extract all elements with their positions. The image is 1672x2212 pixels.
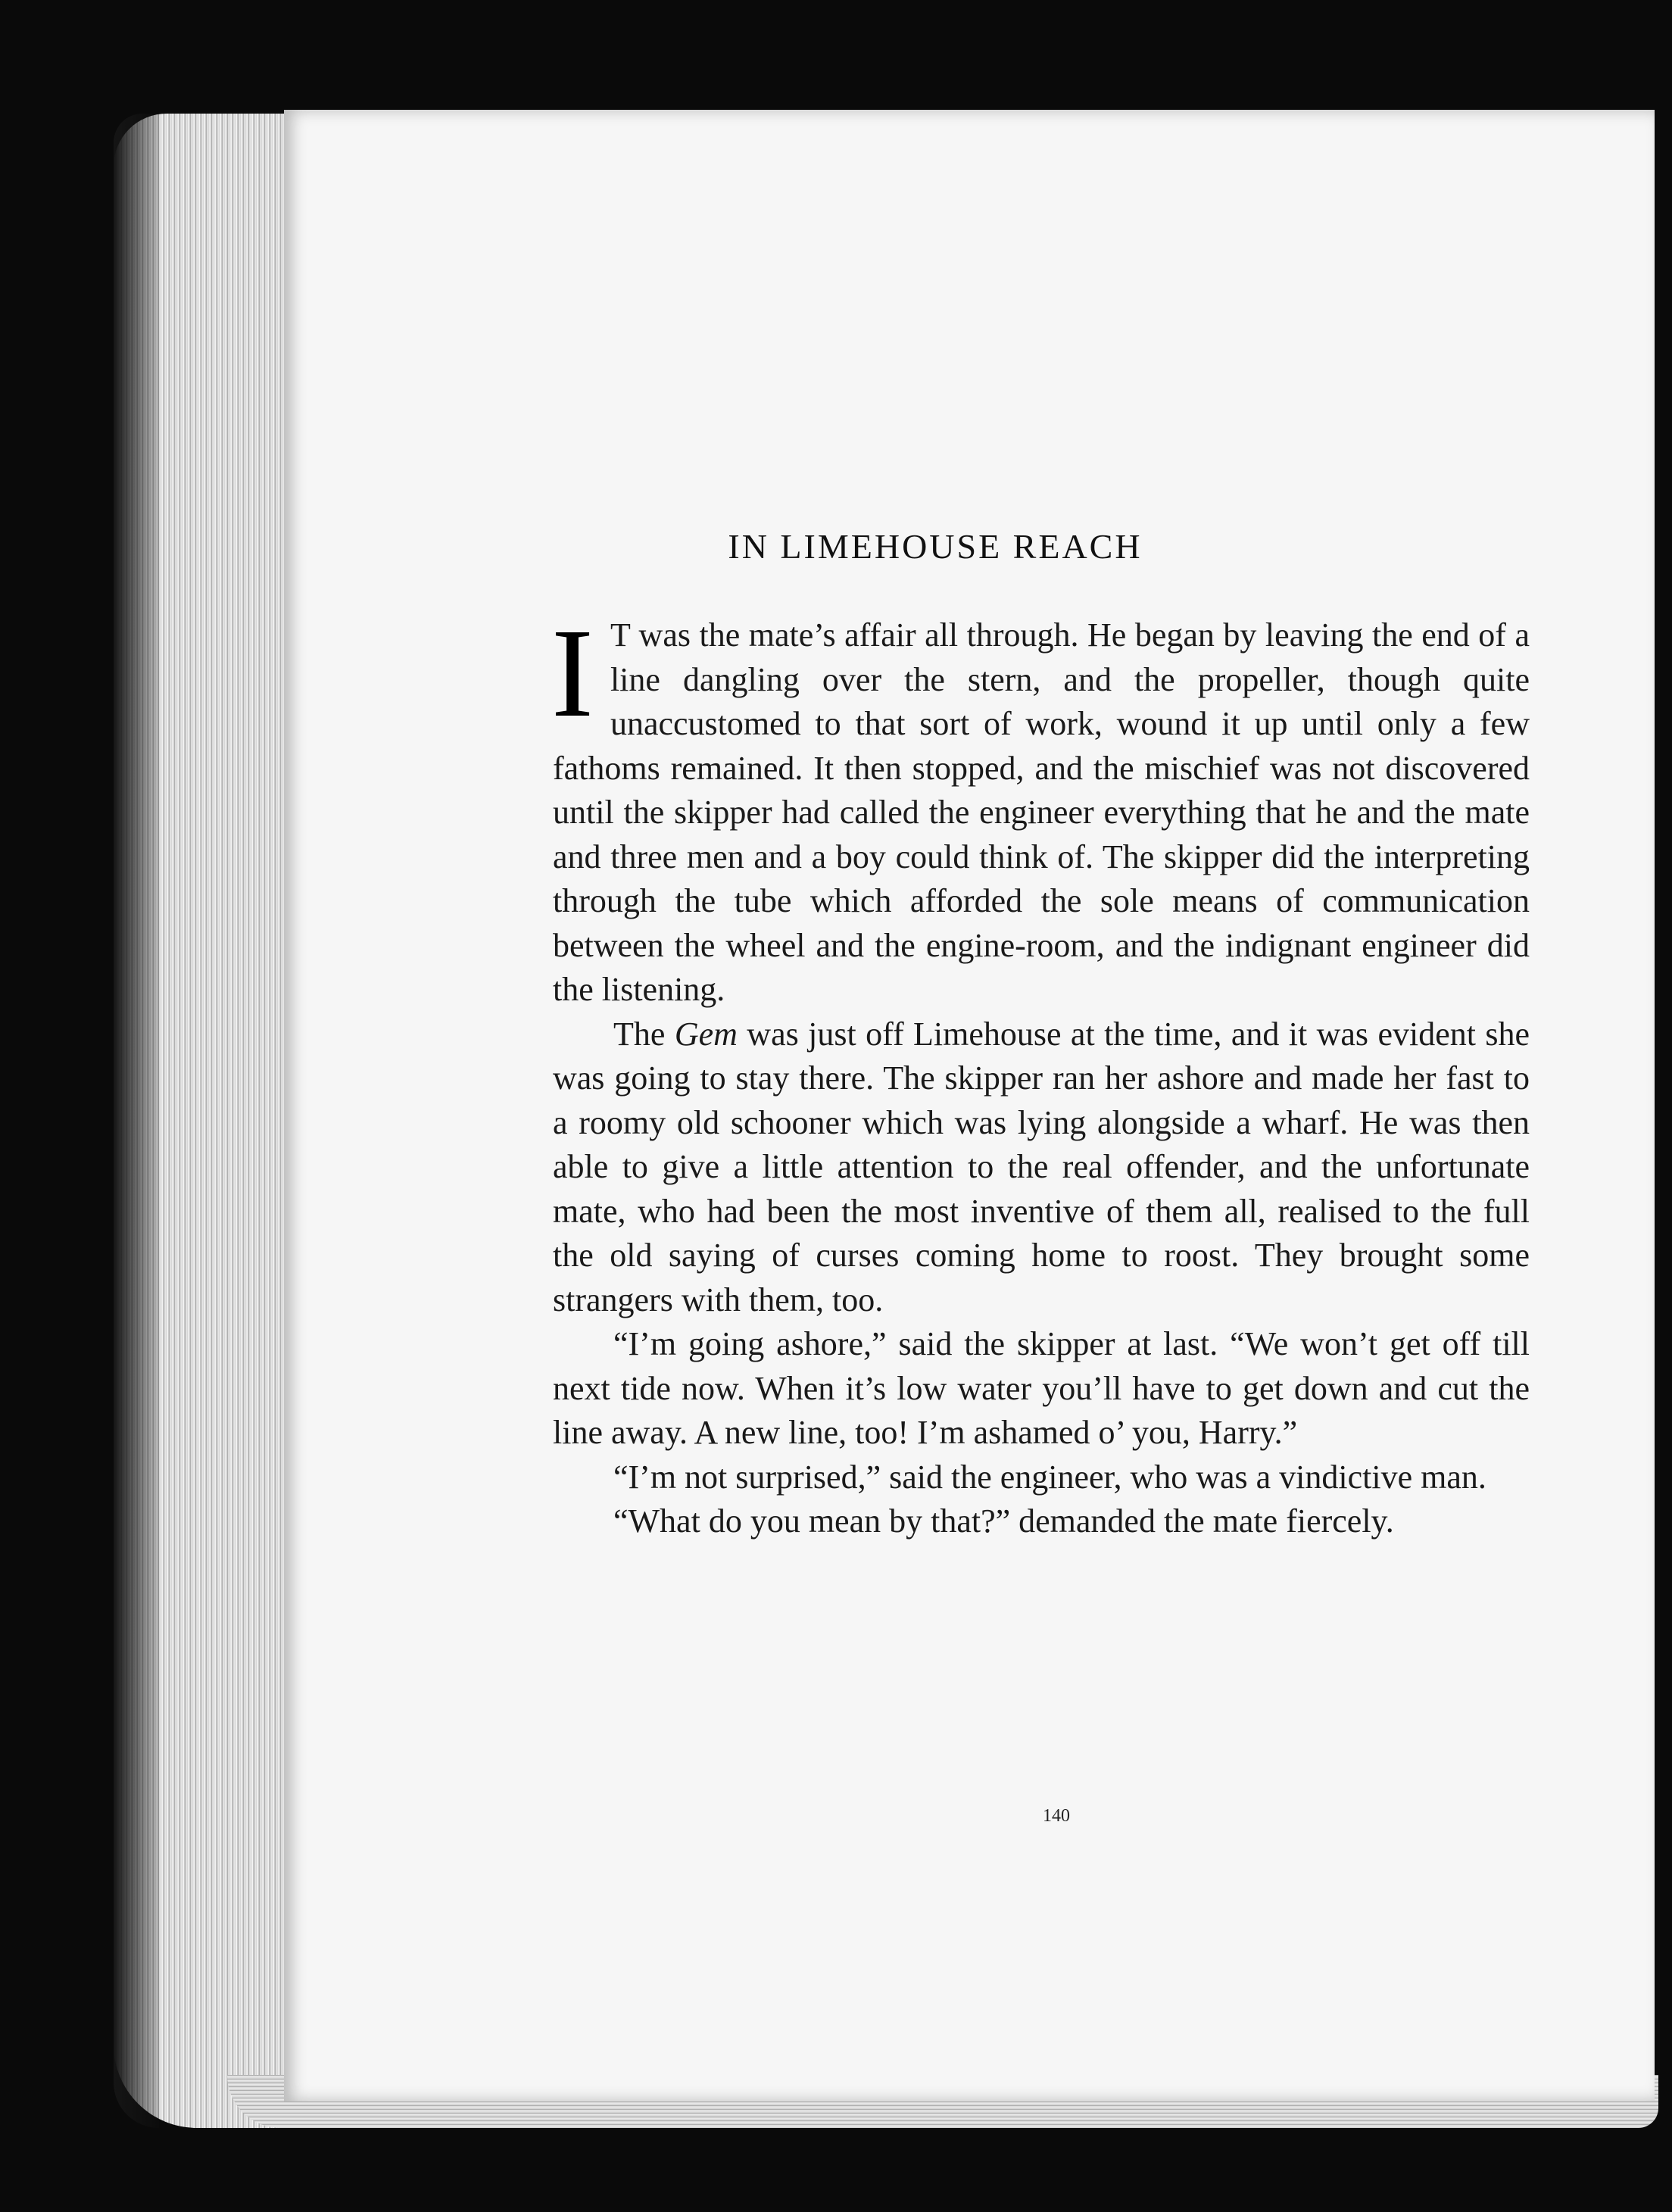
paragraph: [553, 1455, 1530, 1500]
paragraph-text: “I’m going ashore,” said the skipper at last. “We won’t get off till next tide now. When it’s low water you’ll have to get down and cut the line away. A new line, too! I’m ashamed o’ you, Harry.”: [553, 1325, 1530, 1451]
book-edge-shadow: [114, 114, 159, 2128]
paragraph-text: The: [613, 1015, 675, 1053]
paragraph-text: “I’m not surprised,” said the engineer, who was a vindictive man.: [613, 1458, 1486, 1496]
drop-cap: I: [551, 603, 594, 744]
paragraph: [553, 1012, 1530, 1323]
paragraph: [551, 603, 1530, 1012]
chapter-body: [551, 603, 1530, 1544]
paragraph-text: was just off Limehouse at the time, and it was evident she was going to stay there. The skipper ran her ashore and made her fast to a roomy old schooner which was lying alongside a wharf. He was then able to give a little attention to the real offender, and the unfortunate mate, who had been the most inventive of them all, realised to the full the old saying of curses coming home to roost. They brought some strangers with them, too.: [553, 1015, 1530, 1318]
page-number: 140: [1043, 1806, 1070, 1826]
paragraph-text: “What do you mean by that?” demanded the mate fiercely.: [613, 1502, 1394, 1540]
chapter-title: IN LIMEHOUSE REACH: [728, 527, 1143, 566]
paragraph: [553, 1499, 1530, 1544]
paragraph-text: T was the mate’s affair all through. He began by leaving the end of a line dangling over the stern, and the propeller, though quite unaccustomed to that sort of work, wound it up until only a few fathoms remained. It then stopped, and the mischief was not discovered until the skipper had called the engineer everything that he and the mate and three men and a boy could think of. The skipper did the interpreting through the tube which afforded the sole means of communication between the wheel and the engine-room, and the indignant engineer did the listening.: [553, 616, 1530, 1008]
italic-text: Gem: [674, 1015, 738, 1053]
paragraph: [553, 1322, 1530, 1455]
